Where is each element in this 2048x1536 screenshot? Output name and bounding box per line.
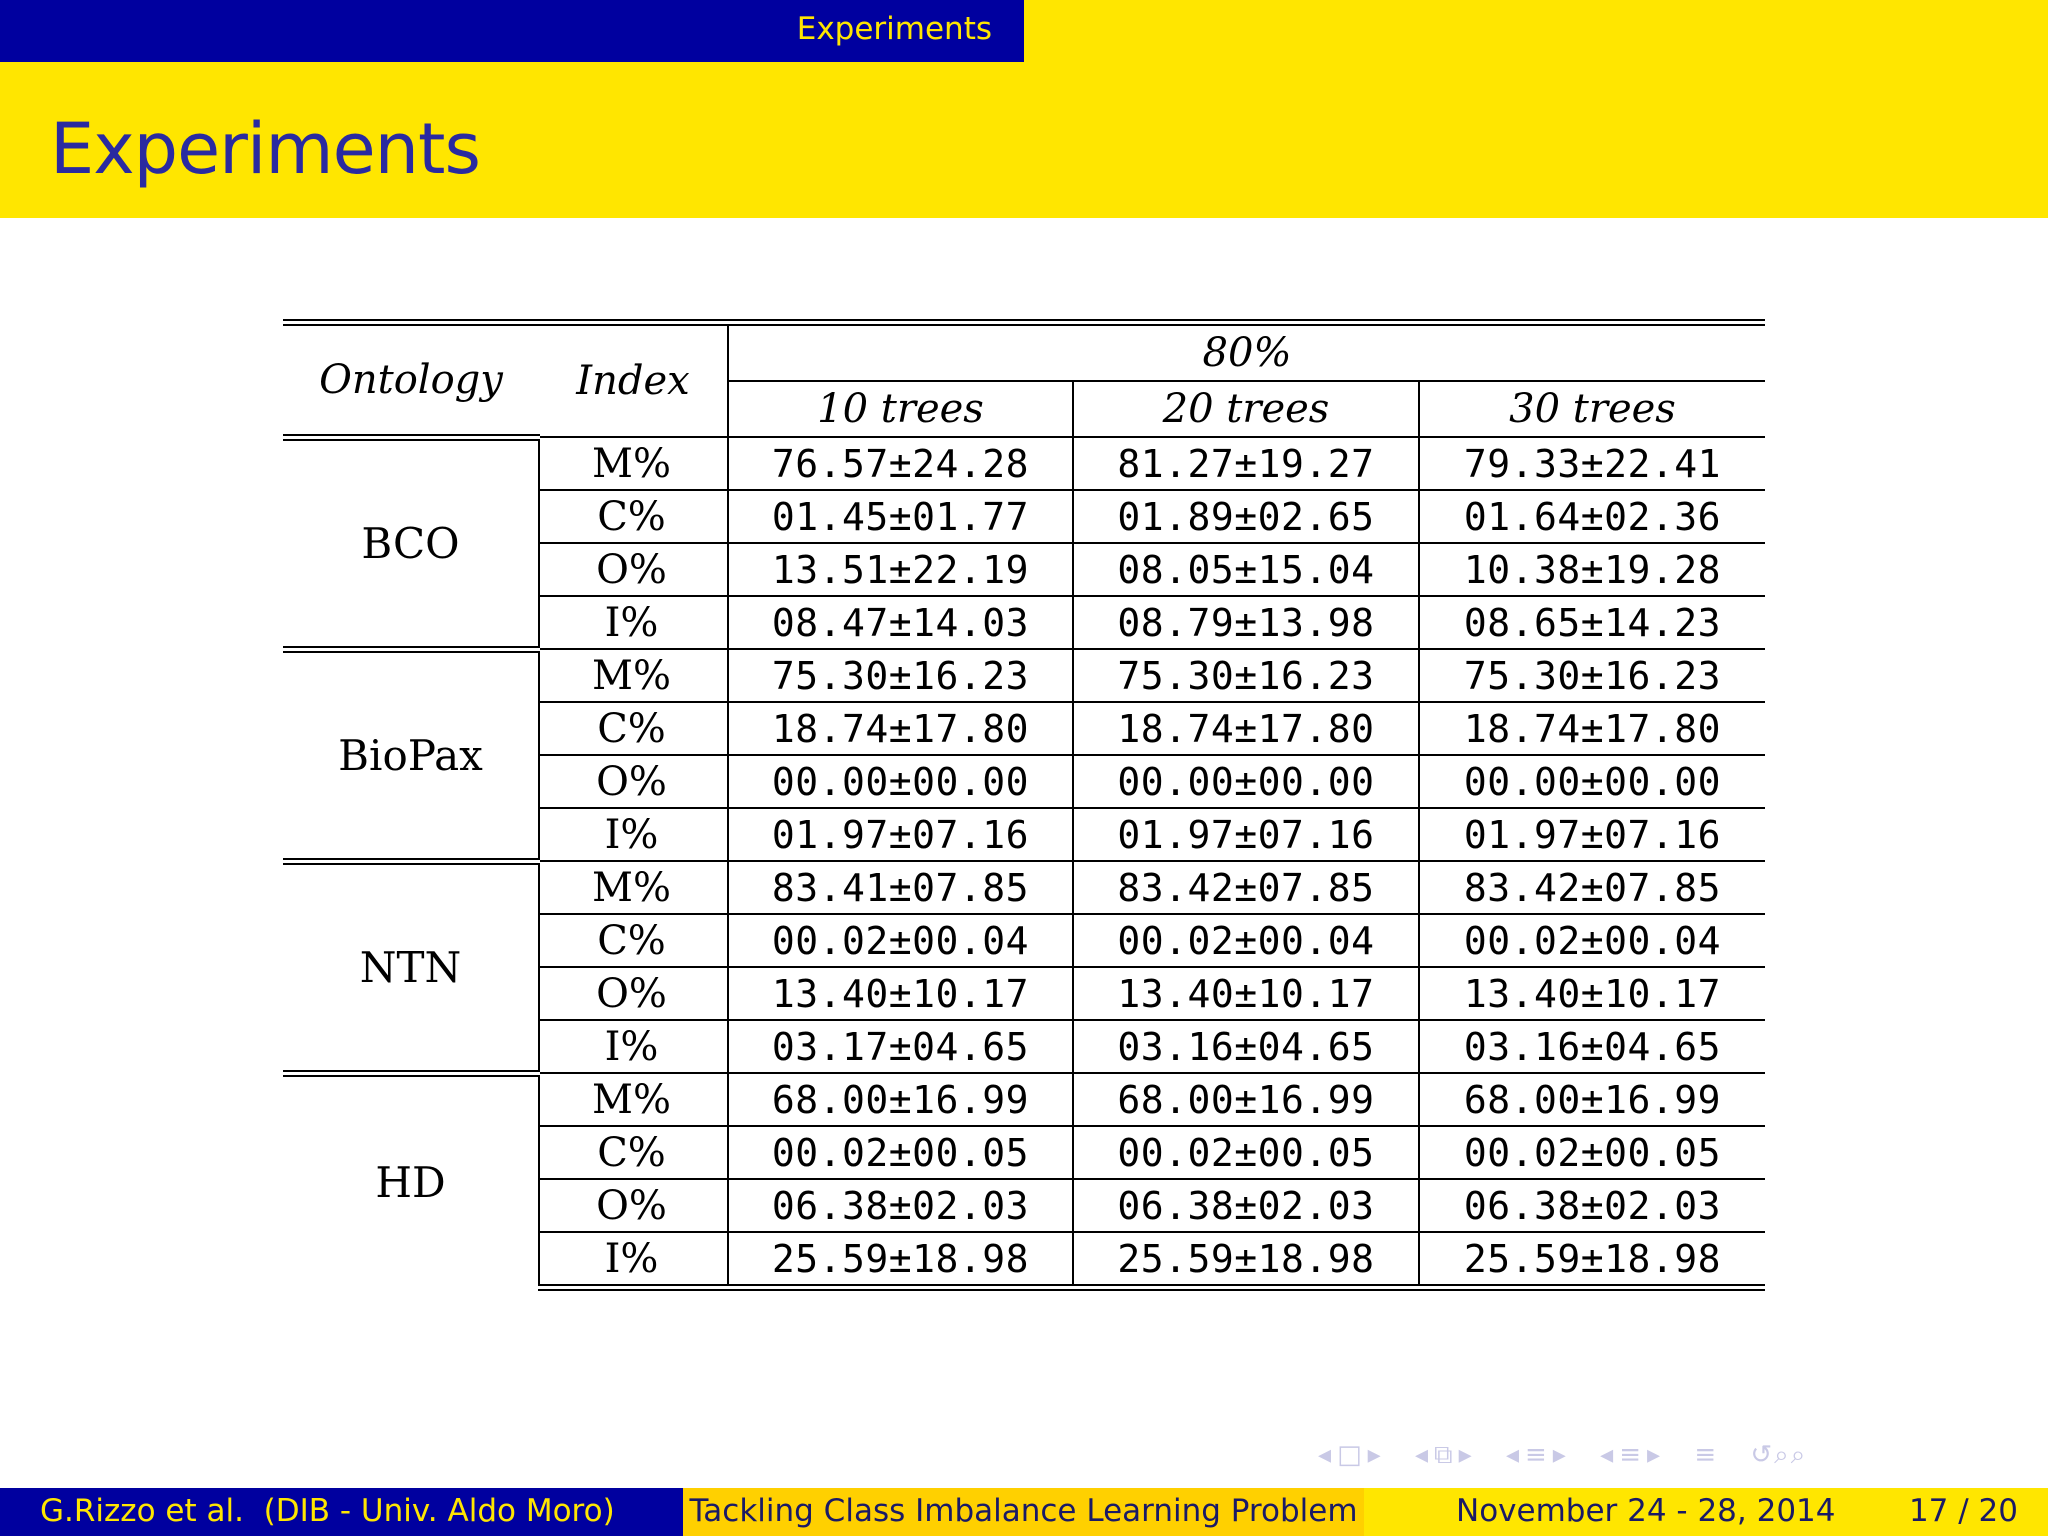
value-cell: 08.65±14.23 bbox=[1419, 596, 1765, 649]
value-cell: 68.00±16.99 bbox=[1419, 1073, 1765, 1126]
index-cell: O% bbox=[539, 755, 728, 808]
value-cell: 00.02±00.05 bbox=[728, 1126, 1073, 1179]
header-trees-30: 30 trees bbox=[1419, 381, 1765, 437]
value-cell: 00.00±00.00 bbox=[1419, 755, 1765, 808]
value-cell: 01.97±07.16 bbox=[1419, 808, 1765, 861]
index-cell: O% bbox=[539, 967, 728, 1020]
header-group-percentage: 80% bbox=[728, 323, 1765, 382]
index-cell: M% bbox=[539, 437, 728, 490]
index-cell: M% bbox=[539, 1073, 728, 1126]
next-section-icon[interactable]: ▸ bbox=[1646, 1440, 1663, 1470]
frame-title-bar bbox=[0, 62, 2048, 218]
value-cell: 76.57±24.28 bbox=[728, 437, 1073, 490]
section-icon[interactable]: ≡ bbox=[1619, 1440, 1643, 1470]
footer-page-number: 17 / 20 bbox=[1908, 1493, 2018, 1529]
value-cell: 01.97±07.16 bbox=[728, 808, 1073, 861]
value-cell: 00.00±00.00 bbox=[1073, 755, 1419, 808]
index-cell: I% bbox=[539, 596, 728, 649]
value-cell: 08.47±14.03 bbox=[728, 596, 1073, 649]
results-table bbox=[283, 319, 1765, 1291]
value-cell: 13.51±22.19 bbox=[728, 543, 1073, 596]
ontology-cell: BCO bbox=[283, 437, 539, 649]
value-cell: 25.59±18.98 bbox=[728, 1232, 1073, 1288]
value-cell: 01.45±01.77 bbox=[728, 490, 1073, 543]
value-cell: 83.42±07.85 bbox=[1419, 861, 1765, 914]
footer-title-box bbox=[683, 1488, 1364, 1536]
table-row bbox=[283, 861, 1765, 914]
footline bbox=[0, 1488, 2048, 1536]
index-cell: I% bbox=[539, 808, 728, 861]
value-cell: 00.02±00.04 bbox=[728, 914, 1073, 967]
footer-date: November 24 - 28, 2014 bbox=[1456, 1493, 1836, 1529]
index-cell: C% bbox=[539, 490, 728, 543]
index-cell: C% bbox=[539, 914, 728, 967]
footer-author-box bbox=[0, 1488, 683, 1536]
top-bar-right bbox=[1024, 0, 2048, 62]
value-cell: 25.59±18.98 bbox=[1073, 1232, 1419, 1288]
prev-subsection-icon[interactable]: ◂ bbox=[1414, 1440, 1431, 1470]
top-navigation-bar bbox=[0, 0, 2048, 62]
value-cell: 00.02±00.04 bbox=[1419, 914, 1765, 967]
next-frame-icon[interactable]: ▸ bbox=[1367, 1440, 1383, 1470]
ontology-cell: BioPax bbox=[283, 649, 539, 861]
section-link[interactable]: Experiments bbox=[796, 11, 992, 47]
value-cell: 10.38±19.28 bbox=[1419, 543, 1765, 596]
value-cell: 06.38±02.03 bbox=[728, 1179, 1073, 1232]
prev-section-icon[interactable]: ◂ bbox=[1600, 1440, 1616, 1470]
index-cell: M% bbox=[539, 649, 728, 702]
index-cell: C% bbox=[539, 702, 728, 755]
subsection-icon[interactable]: ⧉ bbox=[1434, 1440, 1455, 1470]
value-cell: 03.17±04.65 bbox=[728, 1020, 1073, 1073]
value-cell: 08.79±13.98 bbox=[1073, 596, 1419, 649]
header-index: Index bbox=[539, 323, 728, 438]
table-row bbox=[283, 1073, 1765, 1126]
search-icon[interactable]: ↺⌕⌕ bbox=[1750, 1440, 1808, 1470]
value-cell: 81.27±19.27 bbox=[1073, 437, 1419, 490]
value-cell: 00.00±00.00 bbox=[728, 755, 1073, 808]
index-cell: O% bbox=[539, 1179, 728, 1232]
value-cell: 03.16±04.65 bbox=[1419, 1020, 1765, 1073]
value-cell: 13.40±10.17 bbox=[728, 967, 1073, 1020]
value-cell: 25.59±18.98 bbox=[1419, 1232, 1765, 1288]
header-trees-10: 10 trees bbox=[728, 381, 1073, 437]
next-section-icon[interactable]: ▸ bbox=[1552, 1440, 1568, 1470]
value-cell: 01.89±02.65 bbox=[1073, 490, 1419, 543]
index-cell: O% bbox=[539, 543, 728, 596]
ontology-cell: HD bbox=[283, 1073, 539, 1288]
section-icon[interactable]: ≡ bbox=[1525, 1440, 1549, 1470]
value-cell: 79.33±22.41 bbox=[1419, 437, 1765, 490]
footer-date-box bbox=[1364, 1488, 2048, 1536]
value-cell: 08.05±15.04 bbox=[1073, 543, 1419, 596]
header-trees-20: 20 trees bbox=[1073, 381, 1419, 437]
value-cell: 75.30±16.23 bbox=[1419, 649, 1765, 702]
ontology-cell: NTN bbox=[283, 861, 539, 1073]
footer-talk-title: Tackling Class Imbalance Learning Problem bbox=[689, 1493, 1358, 1529]
value-cell: 83.42±07.85 bbox=[1073, 861, 1419, 914]
value-cell: 01.64±02.36 bbox=[1419, 490, 1765, 543]
value-cell: 13.40±10.17 bbox=[1073, 967, 1419, 1020]
value-cell: 83.41±07.85 bbox=[728, 861, 1073, 914]
index-cell: I% bbox=[539, 1232, 728, 1288]
frame-icon[interactable]: □ bbox=[1337, 1440, 1364, 1470]
value-cell: 00.02±00.05 bbox=[1073, 1126, 1419, 1179]
index-cell: I% bbox=[539, 1020, 728, 1073]
value-cell: 00.02±00.05 bbox=[1419, 1126, 1765, 1179]
outline-icon[interactable]: ≡ bbox=[1694, 1440, 1719, 1470]
next-subsection-icon[interactable]: ▸ bbox=[1458, 1440, 1474, 1470]
prev-section-icon[interactable]: ◂ bbox=[1505, 1440, 1521, 1470]
value-cell: 18.74±17.80 bbox=[728, 702, 1073, 755]
prev-frame-icon[interactable]: ◂ bbox=[1318, 1440, 1334, 1470]
frame-title: Experiments bbox=[50, 108, 480, 190]
beamer-navigation-symbols bbox=[1318, 1440, 1829, 1472]
footer-author: G.Rizzo et al. (DIB - Univ. Aldo Moro) bbox=[40, 1493, 615, 1529]
table-row bbox=[283, 437, 1765, 490]
value-cell: 18.74±17.80 bbox=[1419, 702, 1765, 755]
value-cell: 03.16±04.65 bbox=[1073, 1020, 1419, 1073]
header-ontology: Ontology bbox=[283, 323, 539, 438]
value-cell: 01.97±07.16 bbox=[1073, 808, 1419, 861]
value-cell: 75.30±16.23 bbox=[1073, 649, 1419, 702]
value-cell: 18.74±17.80 bbox=[1073, 702, 1419, 755]
index-cell: M% bbox=[539, 861, 728, 914]
value-cell: 68.00±16.99 bbox=[1073, 1073, 1419, 1126]
index-cell: C% bbox=[539, 1126, 728, 1179]
value-cell: 13.40±10.17 bbox=[1419, 967, 1765, 1020]
value-cell: 00.02±00.04 bbox=[1073, 914, 1419, 967]
value-cell: 68.00±16.99 bbox=[728, 1073, 1073, 1126]
value-cell: 06.38±02.03 bbox=[1073, 1179, 1419, 1232]
top-bar-left bbox=[0, 0, 1024, 62]
value-cell: 75.30±16.23 bbox=[728, 649, 1073, 702]
value-cell: 06.38±02.03 bbox=[1419, 1179, 1765, 1232]
table-row bbox=[283, 649, 1765, 702]
